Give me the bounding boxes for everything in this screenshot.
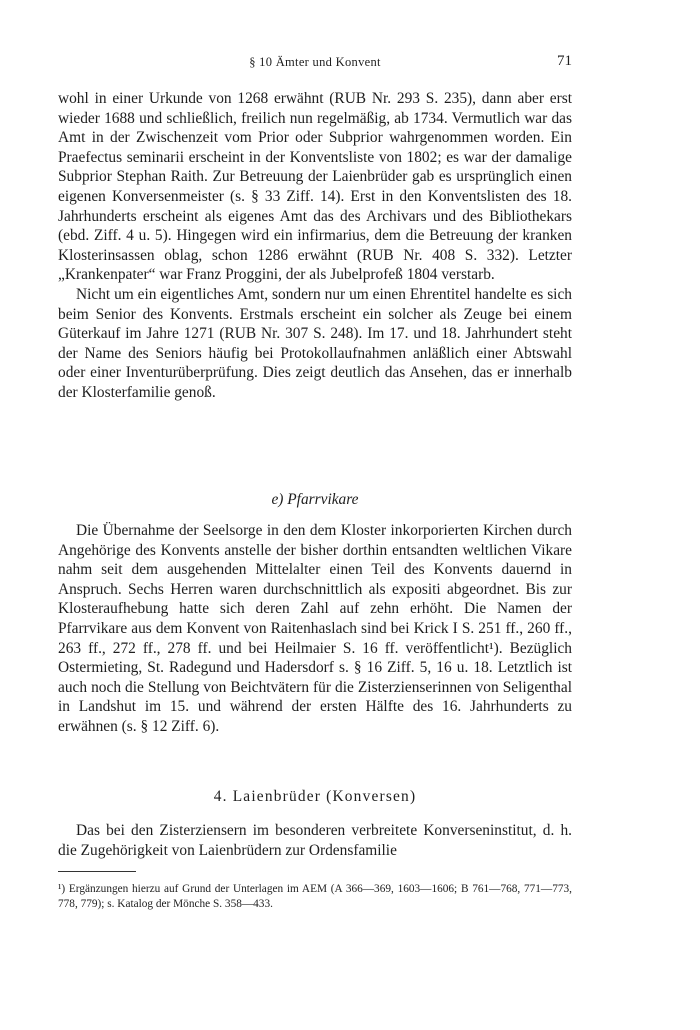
paragraph-block-1 <box>58 89 572 403</box>
running-head <box>58 53 572 73</box>
paragraph-block-2 <box>58 521 572 737</box>
paragraph-4: Das bei den Zisterziensern im besonderen verbreitete Konverseninstitut, d. h. die Zugehörigkeit von Laienbrüdern zur Ordensfamilie <box>58 822 572 859</box>
paragraph-block-3 <box>58 821 572 860</box>
running-head-title: § 10 Ämter und Konvent <box>249 55 381 69</box>
footnote: ¹) Ergänzungen hierzu auf Grund der Unterlagen im AEM (A 366—369, 1603—1606; B 761—768, 771—773, 778, 779); s. Katalog der Mönche S. 358—433. <box>58 883 572 910</box>
paragraph-1: wohl in einer Urkunde von 1268 erwähnt (RUB Nr. 293 S. 235), dann aber erst wieder 1688 und schließlich, freilich nun regelmäßig, ab 1734. Vermutlich war das Amt in der Zwischenzeit vom Prior oder Subprior wahrgenommen worden. Ein Praefectus seminarii erscheint in der Konventsliste von 1802; es war der damalige Subprior Stephan Raith. Zur Betreuung der Laienbrüder gab es ursprünglich einen eigenen Konversenmeister (s. § 33 Ziff. 14). Erst in den Konventslisten des 18. Jahrhunderts erscheint als eigenes Amt das des Archivars und des Bibliothekars (ebd. Ziff. 4 u. 5). Hingegen wird ein infirmarius, dem die Betreuung der kranken Klosterinsassen oblag, schon 1286 erwähnt (RUB Nr. 408 S. 332). Letzter „Krankenpater“ war Franz Proggini, der als Jubelprofeß 1804 verstarb. <box>58 90 572 284</box>
footnote-rule <box>58 871 136 872</box>
subsection-heading: e) Pfarrvikare <box>271 491 359 508</box>
paragraph-2: Nicht um ein eigentliches Amt, sondern nur um einen Ehrentitel handelte es sich beim Senior des Konvents. Erstmals erscheint ein solcher als Zeuge bei einem Güterkauf im Jahre 1271 (RUB Nr. 307 S. 248). Im 17. und 18. Jahrhundert steht der Name des Seniors häufig bei Protokollaufnahmen anläßlich einer Abtswahl oder einer Inventurüberprüfung. Dies zeigt deutlich das Ansehen, das er innerhalb der Klosterfamilie genoß. <box>58 285 572 401</box>
section-heading: 4. Laienbrüder (Konversen) <box>213 788 417 805</box>
page-number: 71 <box>557 53 572 69</box>
paragraph-3: Die Übernahme der Seelsorge in den dem Kloster inkorporierten Kirchen durch Angehörige des Konvents anstelle der bisher dorthin entsandten weltlichen Vikare nahm seit dem ausgehenden Mittelalter einen Teil des Konvents dauernd in Anspruch. Sechs Herren waren durchschnittlich als expositi abgeordnet. Bis zur Klosteraufhebung hatte sich deren Zahl auf zehn erhöht. Die Namen der Pfarrvikare aus dem Konvent von Raitenhaslach sind bei Krick I S. 251 ff., 260 ff., 263 ff., 272 ff., 278 ff. und bei Heilmaier S. 16 ff. veröffentlicht¹). Bezüglich Ostermieting, St. Radegund und Hadersdorf s. § 16 Ziff. 5, 16 u. 18. Letztlich ist auch noch die Stellung von Beichtvätern für die Zisterzienserinnen von Seligenthal in Landshut im 15. und während der ersten Hälfte des 16. Jahrhunderts zu erwähnen (s. § 12 Ziff. 6). <box>58 522 572 735</box>
